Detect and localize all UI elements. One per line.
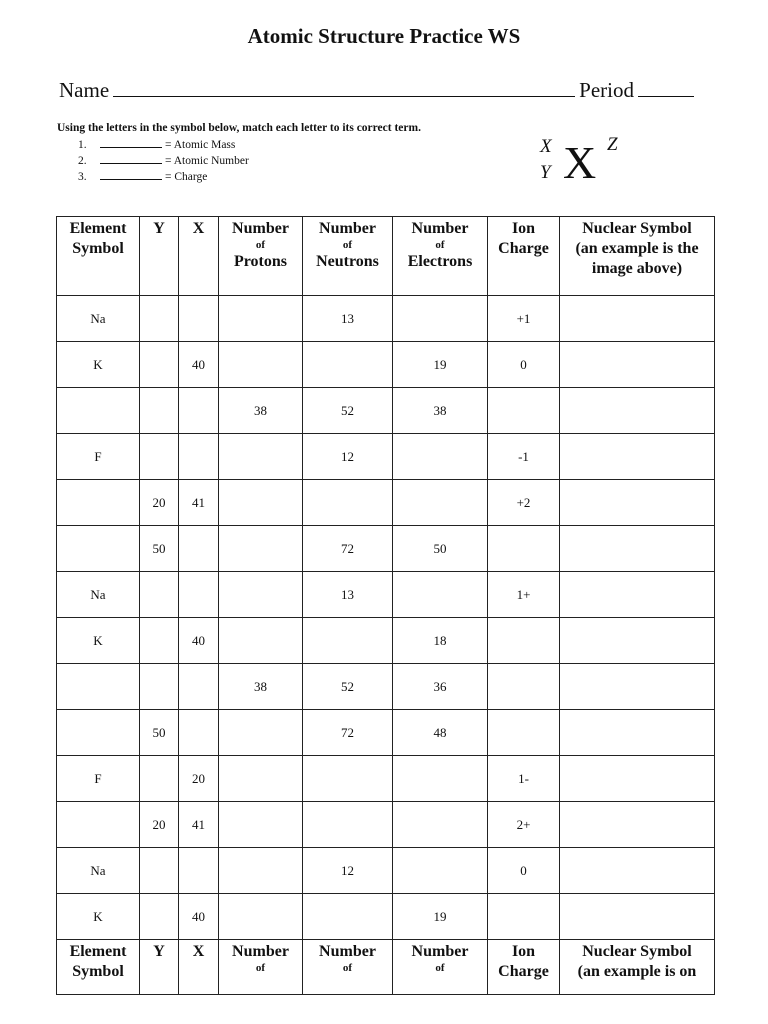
cell-electrons[interactable] bbox=[393, 480, 488, 526]
cell-ion-charge: 2+ bbox=[488, 802, 560, 848]
cell-element-symbol[interactable] bbox=[57, 710, 140, 756]
symbol-charge-letter: Z bbox=[607, 134, 618, 155]
cell-electrons[interactable] bbox=[393, 572, 488, 618]
cell-ion-charge[interactable] bbox=[488, 526, 560, 572]
table-row bbox=[57, 296, 715, 342]
period-blank[interactable] bbox=[638, 78, 694, 97]
cell-y[interactable] bbox=[140, 388, 179, 434]
header-element-symbol: Element Symbol bbox=[57, 217, 140, 296]
cell-protons[interactable] bbox=[219, 434, 303, 480]
cell-ion-charge: +2 bbox=[488, 480, 560, 526]
cell-element-symbol[interactable] bbox=[57, 480, 140, 526]
term-item bbox=[78, 137, 249, 153]
cell-y[interactable] bbox=[140, 756, 179, 802]
cell-protons[interactable] bbox=[219, 572, 303, 618]
cell-nuclear-symbol[interactable] bbox=[560, 526, 715, 572]
footer-nuclear-symbol: Nuclear Symbol (an example is on bbox=[560, 940, 715, 995]
atomic-structure-table bbox=[56, 216, 715, 995]
term-item bbox=[78, 153, 249, 169]
cell-y: 20 bbox=[140, 802, 179, 848]
cell-x[interactable] bbox=[179, 664, 219, 710]
cell-ion-charge: -1 bbox=[488, 434, 560, 480]
cell-nuclear-symbol[interactable] bbox=[560, 848, 715, 894]
table-header-row bbox=[57, 217, 715, 296]
cell-electrons: 50 bbox=[393, 526, 488, 572]
cell-neutrons[interactable] bbox=[303, 618, 393, 664]
cell-protons[interactable] bbox=[219, 296, 303, 342]
cell-x[interactable] bbox=[179, 710, 219, 756]
name-label: Name bbox=[59, 78, 110, 102]
cell-protons[interactable] bbox=[219, 894, 303, 940]
cell-protons: 38 bbox=[219, 388, 303, 434]
cell-ion-charge: 0 bbox=[488, 848, 560, 894]
table-row bbox=[57, 848, 715, 894]
cell-element-symbol: F bbox=[57, 434, 140, 480]
cell-element-symbol[interactable] bbox=[57, 802, 140, 848]
cell-y[interactable] bbox=[140, 342, 179, 388]
term-text: = Atomic Mass bbox=[165, 139, 236, 151]
header-ion-charge: Ion Charge bbox=[488, 217, 560, 296]
cell-protons[interactable] bbox=[219, 526, 303, 572]
cell-ion-charge: 0 bbox=[488, 342, 560, 388]
cell-neutrons: 52 bbox=[303, 388, 393, 434]
cell-x: 40 bbox=[179, 894, 219, 940]
header-y: Y bbox=[140, 217, 179, 296]
cell-x[interactable] bbox=[179, 434, 219, 480]
cell-y: 20 bbox=[140, 480, 179, 526]
cell-neutrons: 13 bbox=[303, 572, 393, 618]
cell-x[interactable] bbox=[179, 526, 219, 572]
cell-protons[interactable] bbox=[219, 802, 303, 848]
cell-protons[interactable] bbox=[219, 848, 303, 894]
cell-neutrons: 52 bbox=[303, 664, 393, 710]
term-number: 1. bbox=[78, 139, 87, 151]
cell-protons: 38 bbox=[219, 664, 303, 710]
cell-x[interactable] bbox=[179, 848, 219, 894]
cell-y[interactable] bbox=[140, 618, 179, 664]
cell-nuclear-symbol[interactable] bbox=[560, 756, 715, 802]
footer-ion-charge: Ion Charge bbox=[488, 940, 560, 995]
cell-nuclear-symbol[interactable] bbox=[560, 342, 715, 388]
cell-electrons: 36 bbox=[393, 664, 488, 710]
cell-element-symbol[interactable] bbox=[57, 388, 140, 434]
cell-x[interactable] bbox=[179, 572, 219, 618]
cell-y[interactable] bbox=[140, 848, 179, 894]
table-row bbox=[57, 480, 715, 526]
term-list bbox=[78, 137, 249, 185]
header-x: X bbox=[179, 217, 219, 296]
cell-protons[interactable] bbox=[219, 342, 303, 388]
cell-electrons: 19 bbox=[393, 894, 488, 940]
cell-electrons: 48 bbox=[393, 710, 488, 756]
cell-neutrons[interactable] bbox=[303, 342, 393, 388]
cell-electrons: 19 bbox=[393, 342, 488, 388]
cell-y[interactable] bbox=[140, 434, 179, 480]
cell-nuclear-symbol[interactable] bbox=[560, 480, 715, 526]
cell-element-symbol: K bbox=[57, 618, 140, 664]
cell-neutrons: 72 bbox=[303, 526, 393, 572]
term-item bbox=[78, 169, 249, 185]
cell-x[interactable] bbox=[179, 296, 219, 342]
table-row bbox=[57, 572, 715, 618]
cell-y[interactable] bbox=[140, 296, 179, 342]
footer-element-symbol: Element Symbol bbox=[57, 940, 140, 995]
table-row bbox=[57, 342, 715, 388]
cell-neutrons: 12 bbox=[303, 848, 393, 894]
cell-element-symbol: F bbox=[57, 756, 140, 802]
period-label: Period bbox=[579, 78, 634, 102]
name-period-line bbox=[59, 78, 694, 103]
cell-protons[interactable] bbox=[219, 756, 303, 802]
cell-ion-charge: 1+ bbox=[488, 572, 560, 618]
cell-element-symbol[interactable] bbox=[57, 664, 140, 710]
cell-x: 41 bbox=[179, 480, 219, 526]
cell-electrons[interactable] bbox=[393, 848, 488, 894]
cell-neutrons[interactable] bbox=[303, 756, 393, 802]
cell-nuclear-symbol[interactable] bbox=[560, 572, 715, 618]
cell-element-symbol[interactable] bbox=[57, 526, 140, 572]
table-row bbox=[57, 802, 715, 848]
header-electrons: Number of Electrons bbox=[393, 217, 488, 296]
cell-protons[interactable] bbox=[219, 710, 303, 756]
cell-y[interactable] bbox=[140, 894, 179, 940]
table-row bbox=[57, 526, 715, 572]
cell-nuclear-symbol[interactable] bbox=[560, 802, 715, 848]
cell-neutrons[interactable] bbox=[303, 894, 393, 940]
cell-element-symbol: Na bbox=[57, 296, 140, 342]
footer-y: Y bbox=[140, 940, 179, 995]
footer-neutrons: Number of bbox=[303, 940, 393, 995]
cell-y[interactable] bbox=[140, 572, 179, 618]
header-nuclear-symbol: Nuclear Symbol (an example is the image above) bbox=[560, 217, 715, 296]
term-number: 3. bbox=[78, 171, 87, 183]
table-row bbox=[57, 434, 715, 480]
cell-electrons[interactable] bbox=[393, 756, 488, 802]
cell-x: 40 bbox=[179, 618, 219, 664]
cell-y: 50 bbox=[140, 526, 179, 572]
symbol-mass-letter: X bbox=[540, 136, 552, 157]
footer-electrons: Number of bbox=[393, 940, 488, 995]
term-text: = Atomic Number bbox=[165, 155, 249, 167]
cell-nuclear-symbol[interactable] bbox=[560, 710, 715, 756]
cell-ion-charge: 1- bbox=[488, 756, 560, 802]
term-blank[interactable] bbox=[100, 153, 162, 164]
term-text: = Charge bbox=[165, 171, 208, 183]
cell-neutrons: 12 bbox=[303, 434, 393, 480]
table-row bbox=[57, 894, 715, 940]
cell-neutrons: 13 bbox=[303, 296, 393, 342]
cell-element-symbol: K bbox=[57, 894, 140, 940]
term-blank[interactable] bbox=[100, 137, 162, 148]
cell-electrons: 18 bbox=[393, 618, 488, 664]
table-row bbox=[57, 710, 715, 756]
cell-electrons[interactable] bbox=[393, 802, 488, 848]
cell-ion-charge: +1 bbox=[488, 296, 560, 342]
cell-x: 20 bbox=[179, 756, 219, 802]
name-blank[interactable] bbox=[113, 78, 575, 97]
cell-nuclear-symbol[interactable] bbox=[560, 618, 715, 664]
cell-electrons[interactable] bbox=[393, 434, 488, 480]
term-blank[interactable] bbox=[100, 169, 162, 180]
cell-nuclear-symbol[interactable] bbox=[560, 388, 715, 434]
table-footer-row bbox=[57, 940, 715, 995]
cell-protons[interactable] bbox=[219, 480, 303, 526]
cell-y[interactable] bbox=[140, 664, 179, 710]
cell-element-symbol: Na bbox=[57, 572, 140, 618]
cell-neutrons[interactable] bbox=[303, 480, 393, 526]
table-row bbox=[57, 756, 715, 802]
cell-neutrons: 72 bbox=[303, 710, 393, 756]
cell-element-symbol: K bbox=[57, 342, 140, 388]
cell-x: 40 bbox=[179, 342, 219, 388]
cell-electrons[interactable] bbox=[393, 296, 488, 342]
worksheet-title: Atomic Structure Practice WS bbox=[247, 24, 521, 48]
instructions: Using the letters in the symbol below, match each letter to its correct term. bbox=[57, 122, 421, 134]
table-row bbox=[57, 618, 715, 664]
cell-x: 41 bbox=[179, 802, 219, 848]
cell-ion-charge[interactable] bbox=[488, 618, 560, 664]
cell-nuclear-symbol[interactable] bbox=[560, 434, 715, 480]
symbol-element-letter: X bbox=[563, 137, 597, 188]
cell-nuclear-symbol[interactable] bbox=[560, 894, 715, 940]
cell-nuclear-symbol[interactable] bbox=[560, 664, 715, 710]
cell-neutrons[interactable] bbox=[303, 802, 393, 848]
table-row bbox=[57, 388, 715, 434]
footer-protons: Number of bbox=[219, 940, 303, 995]
header-protons: Number of Protons bbox=[219, 217, 303, 296]
table-row bbox=[57, 664, 715, 710]
cell-ion-charge[interactable] bbox=[488, 388, 560, 434]
cell-electrons: 38 bbox=[393, 388, 488, 434]
cell-y: 50 bbox=[140, 710, 179, 756]
cell-ion-charge[interactable] bbox=[488, 664, 560, 710]
cell-element-symbol: Na bbox=[57, 848, 140, 894]
cell-x[interactable] bbox=[179, 388, 219, 434]
term-number: 2. bbox=[78, 155, 87, 167]
cell-ion-charge[interactable] bbox=[488, 894, 560, 940]
cell-ion-charge[interactable] bbox=[488, 710, 560, 756]
cell-protons[interactable] bbox=[219, 618, 303, 664]
symbol-number-letter: Y bbox=[540, 162, 551, 183]
footer-x: X bbox=[179, 940, 219, 995]
header-neutrons: Number of Neutrons bbox=[303, 217, 393, 296]
cell-nuclear-symbol[interactable] bbox=[560, 296, 715, 342]
table-body bbox=[57, 296, 715, 940]
